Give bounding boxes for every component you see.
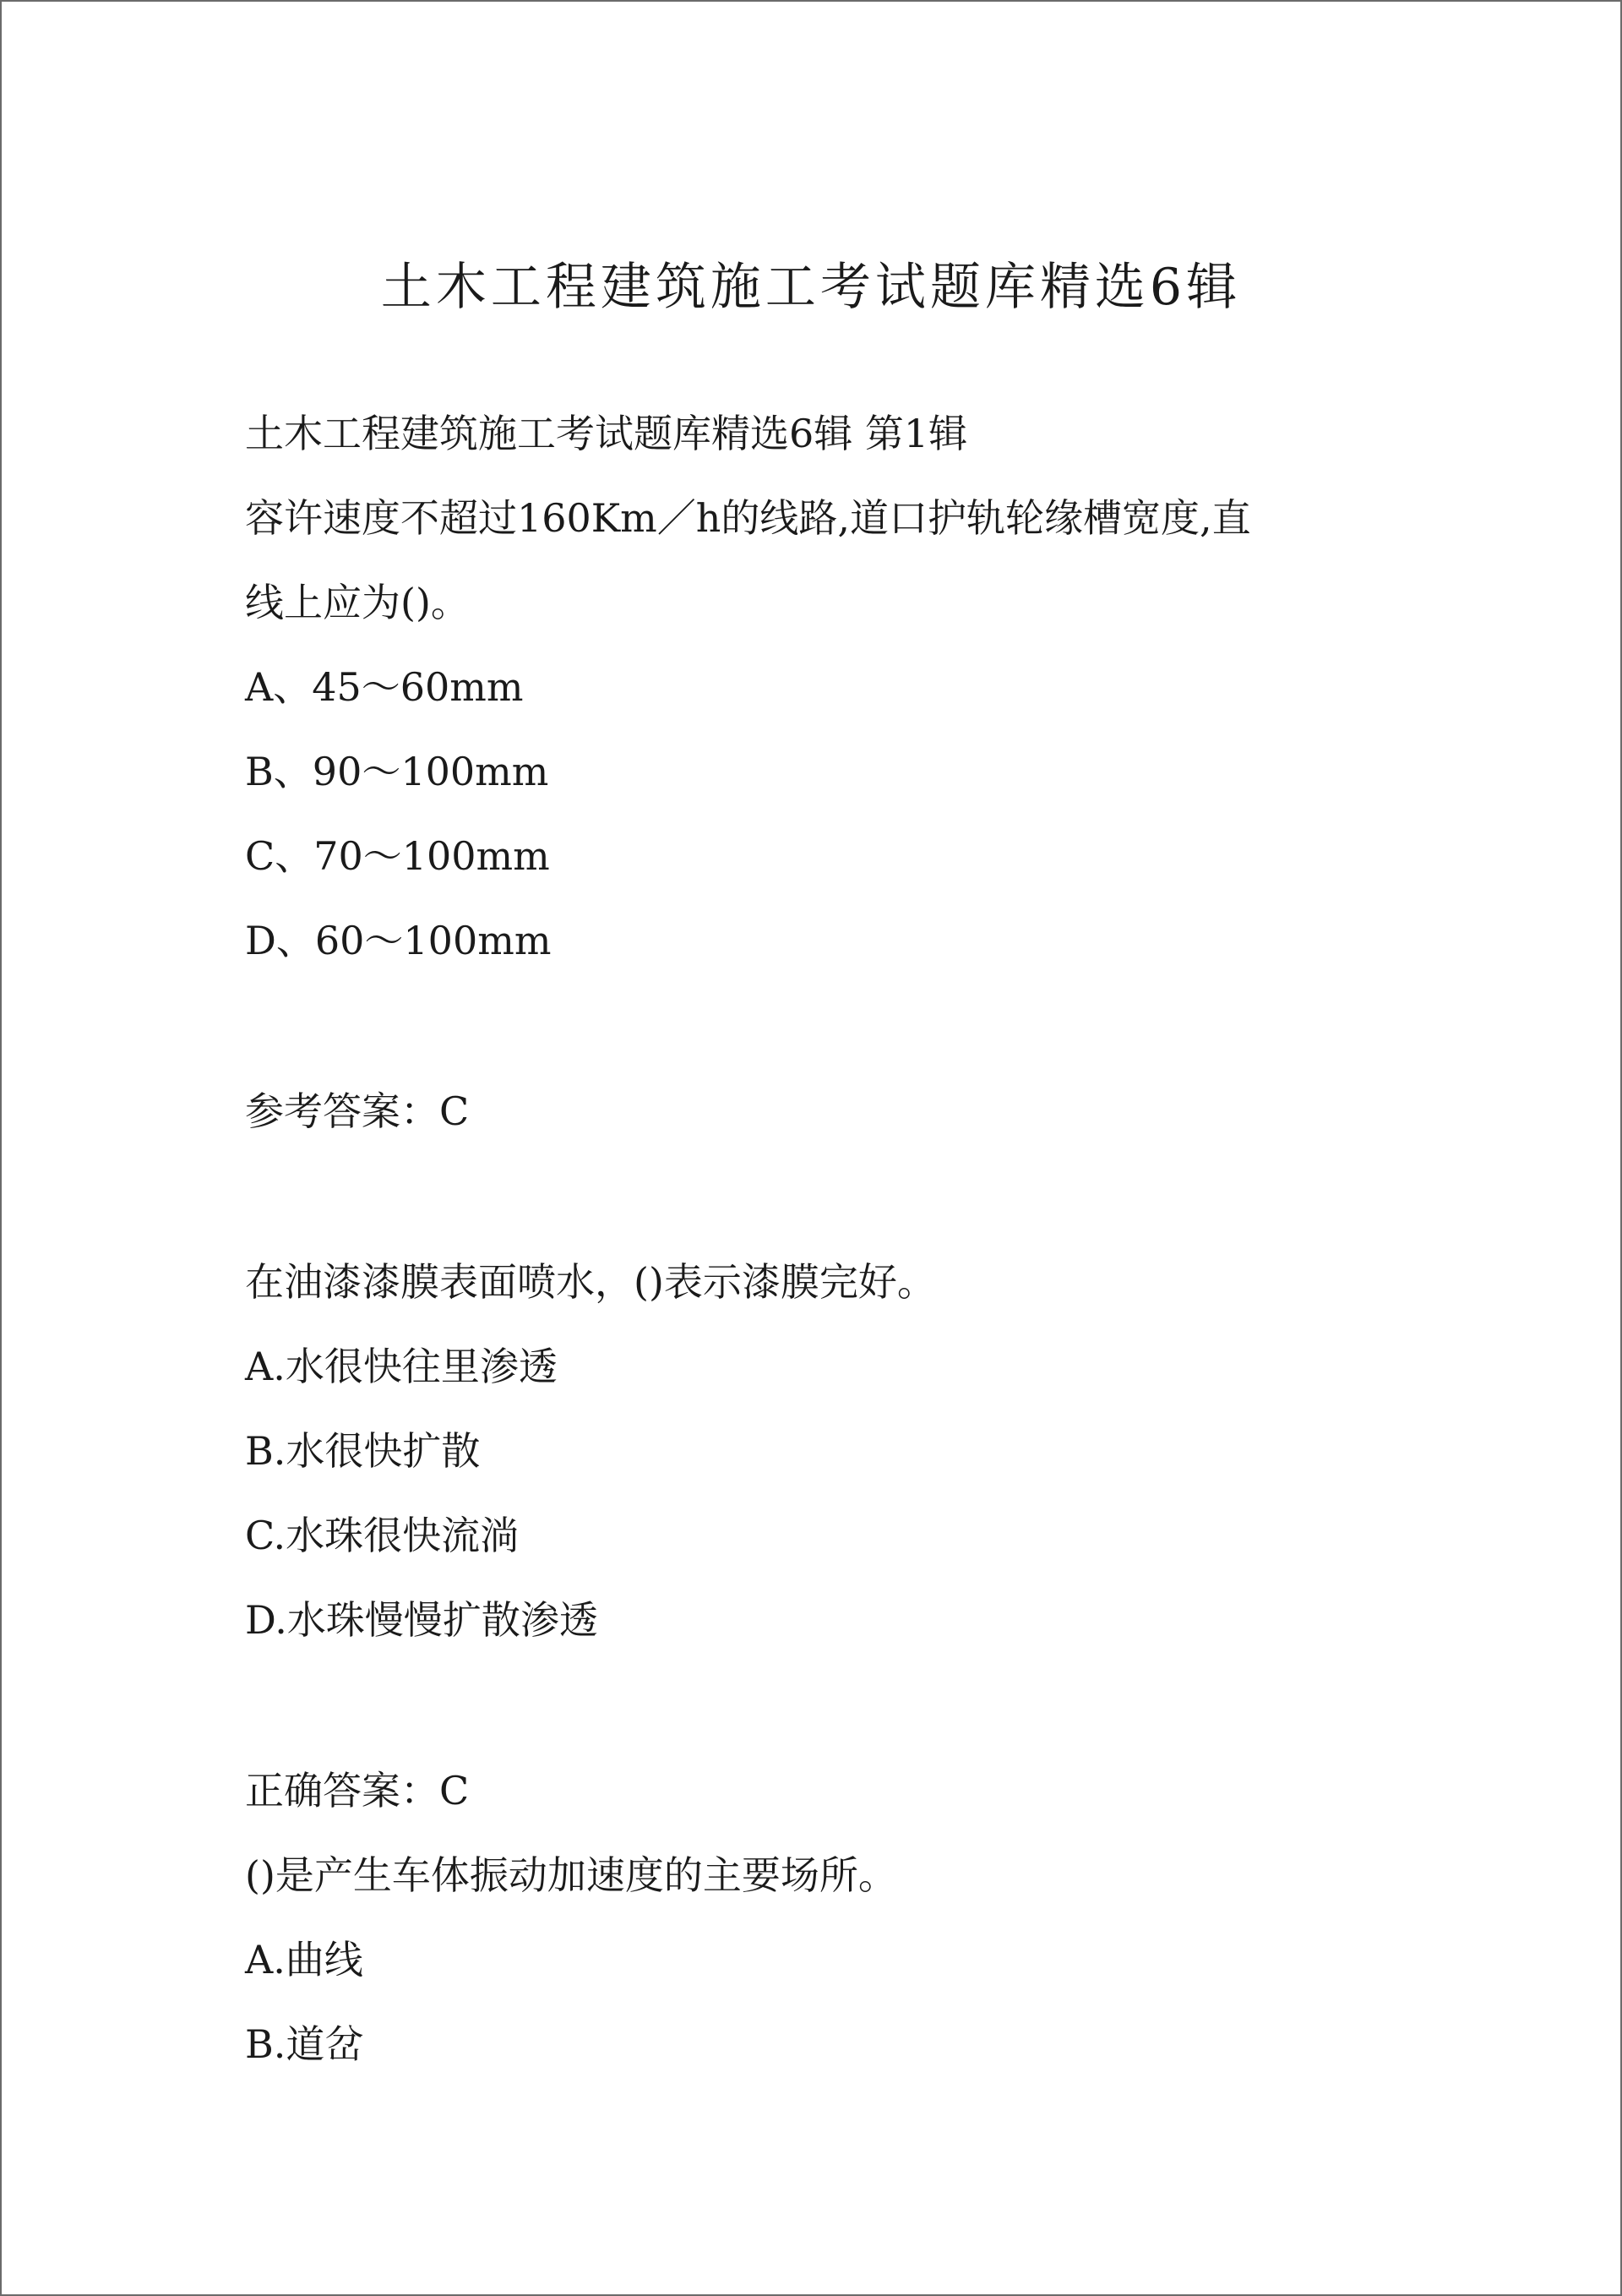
question-2-option-a: A.水很快往里渗透 (245, 1344, 558, 1389)
question-2-option-c: C.水珠很快流淌 (245, 1513, 520, 1558)
question-1-option-c: C、70～100mm (245, 833, 550, 879)
document-subtitle: 土木工程建筑施工考试题库精选6辑 第1辑 (245, 411, 968, 456)
question-1-answer: 参考答案：C (245, 1088, 470, 1134)
question-1-option-a: A、45～60mm (245, 664, 524, 710)
document-title: 土木工程建筑施工考试题库精选6辑 (380, 258, 1242, 317)
question-3-stem: ()是产生车体振动加速度的主要场所。 (245, 1852, 897, 1898)
question-3-option-a: A.曲线 (245, 1937, 363, 1982)
question-2-stem: 在油漆漆膜表面喷水，()表示漆膜完好。 (245, 1259, 936, 1305)
question-2-answer: 正确答案：C (245, 1768, 470, 1813)
question-1-stem-line-1: 容许速度不超过160Km／h的线路,道口护轨轮缘槽宽度,直 (245, 495, 1251, 541)
question-2-option-d: D.水珠慢慢扩散渗透 (245, 1597, 598, 1643)
question-1-option-b: B、90～100mm (245, 749, 549, 794)
question-3-option-b: B.道岔 (245, 2021, 364, 2067)
question-2-option-b: B.水很快扩散 (245, 1428, 481, 1474)
question-1-option-d: D、60～100mm (245, 918, 552, 963)
question-1-stem-line-2: 线上应为()。 (245, 580, 470, 625)
